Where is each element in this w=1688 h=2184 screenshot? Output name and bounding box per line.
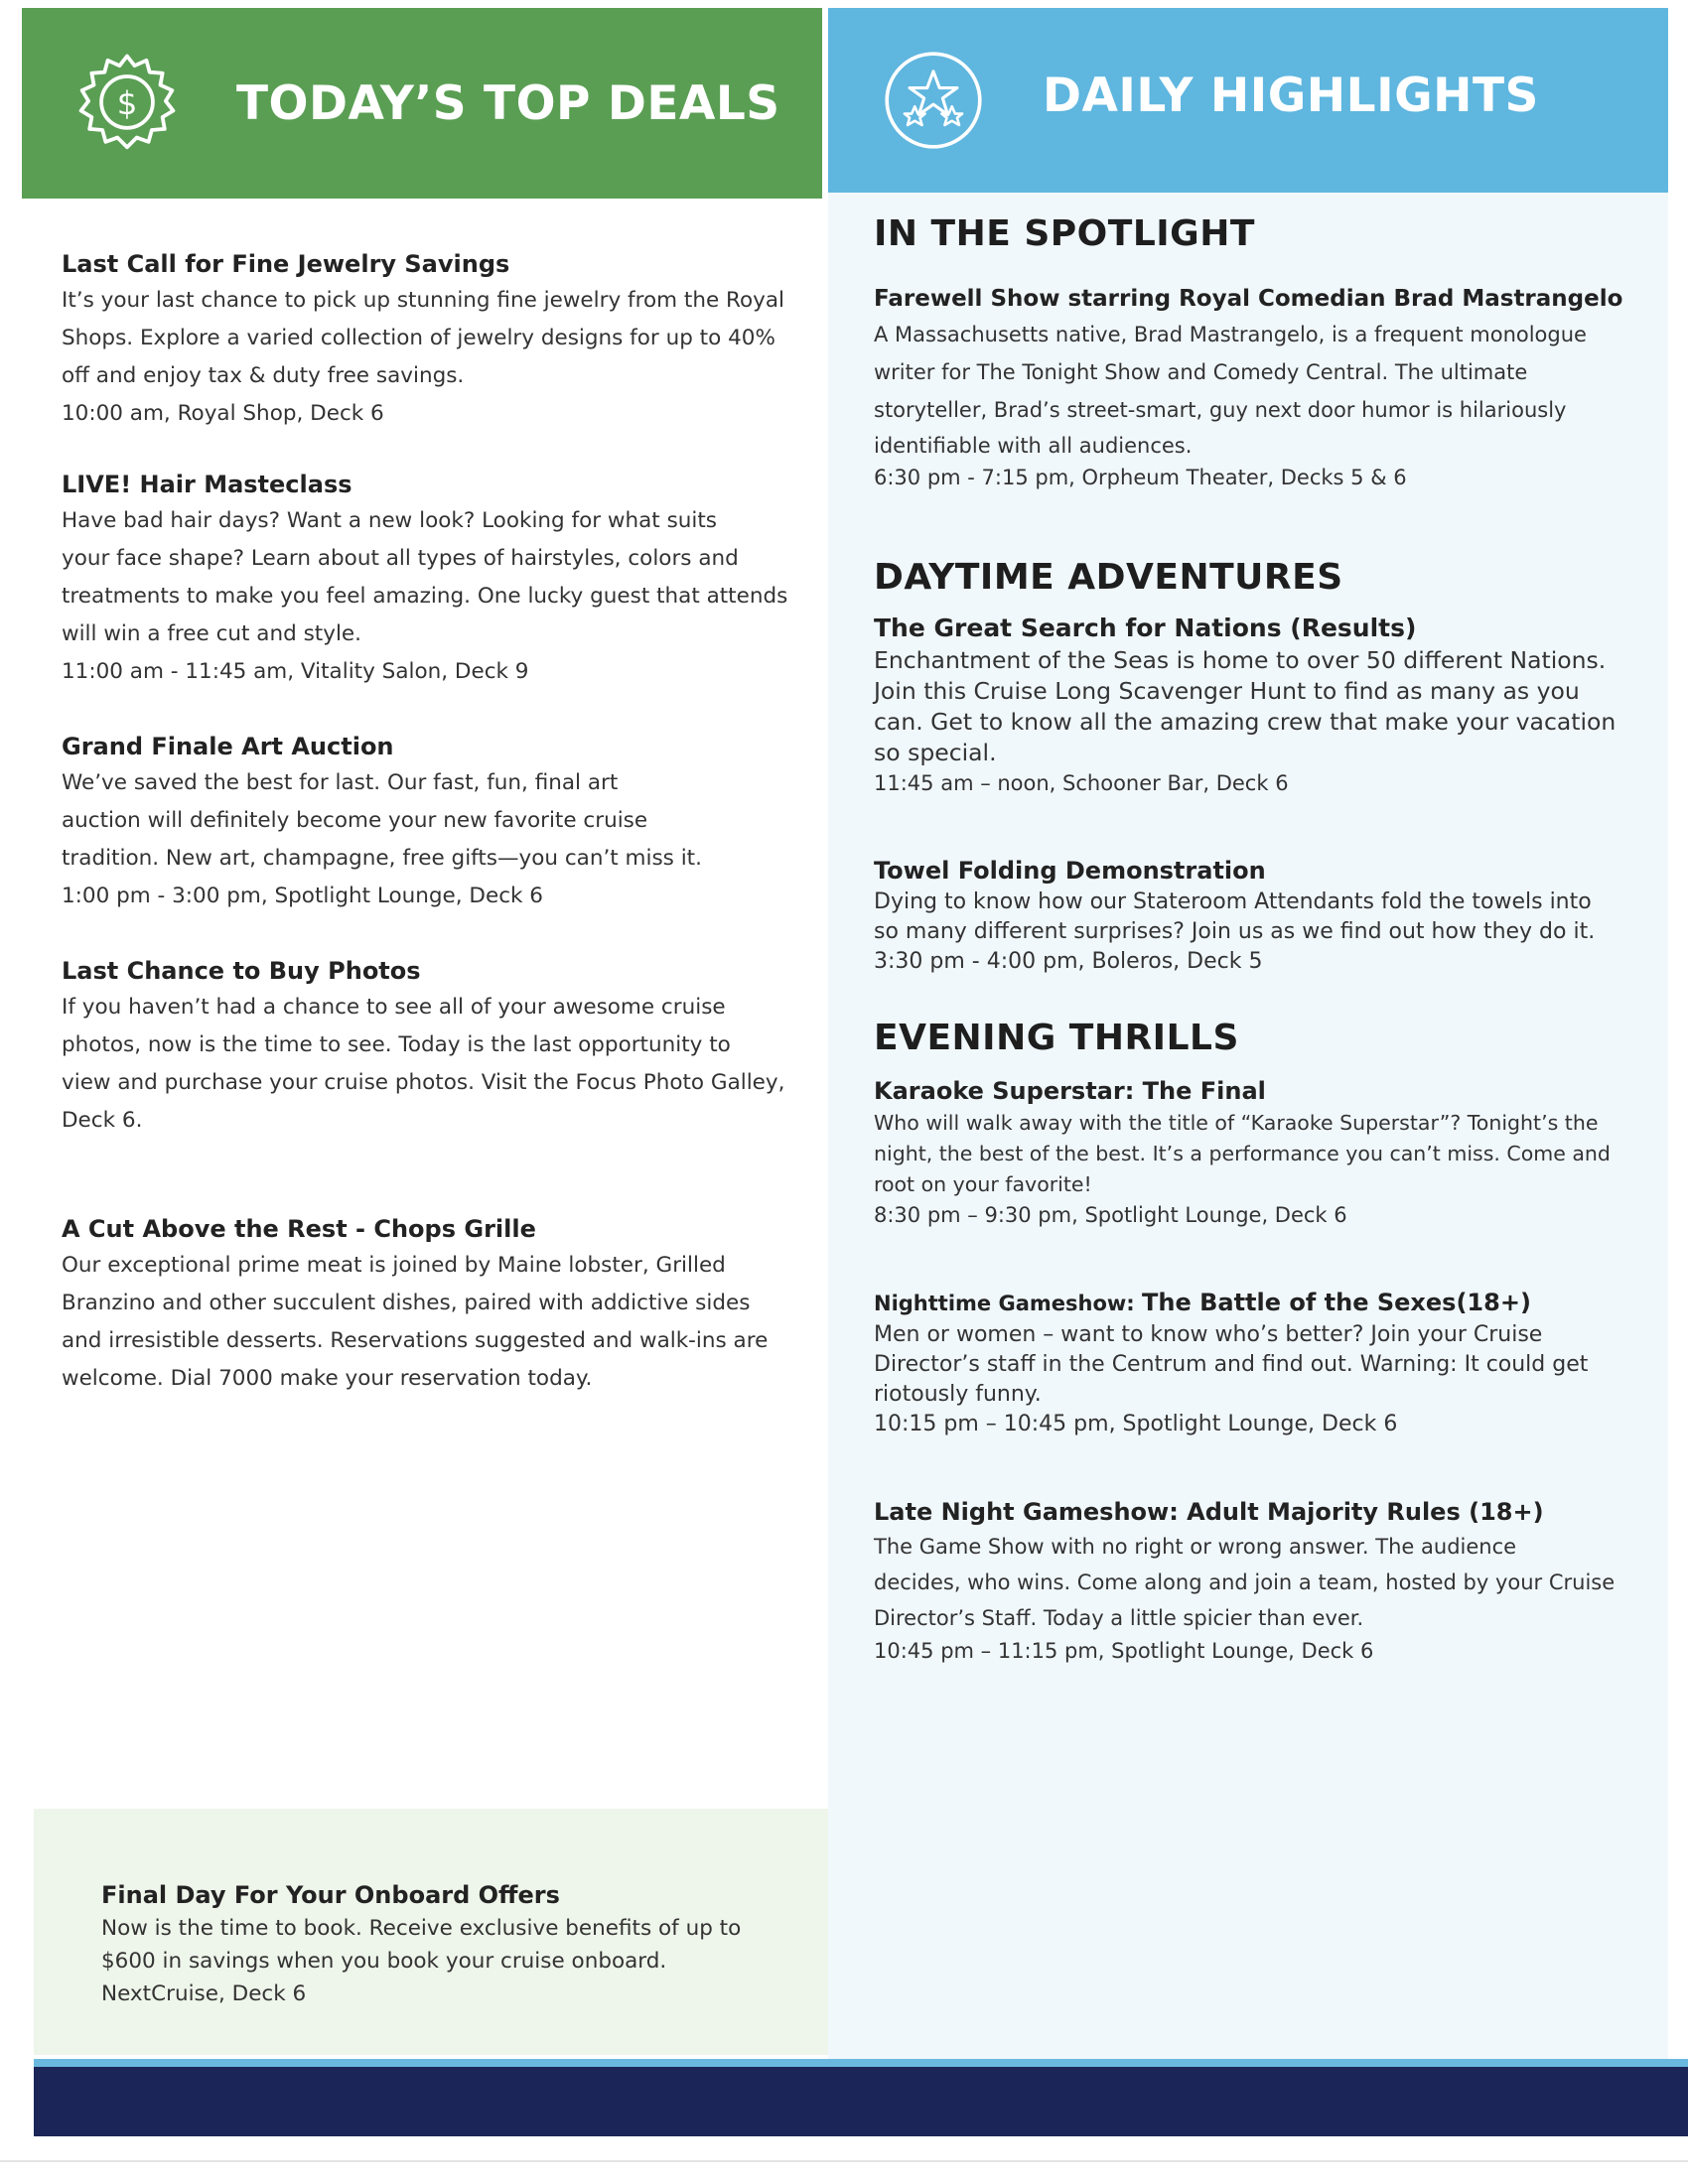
deal-item (62, 246, 816, 433)
deal-description: If you haven’t had a chance to see all of your awesome cruise photos, now is the time to see. Today is the last opportunity to view and purchase your cruise photos. Visit the Focus Photo Galley, Deck 6. (62, 995, 785, 1133)
event-description: Men or women – want to know who’s better? Join your Cruise Director’s staff in the Centrum and find out. Warning: It could get riotously funny. (874, 1322, 1589, 1407)
deals-list (62, 246, 816, 1398)
deal-item (62, 467, 816, 691)
event-item (874, 1074, 1648, 1230)
event-description: A Massachusetts native, Brad Mastrangelo, is a frequent monologue writer for The Tonight Show and Comedy Central. The ultimate storyteller, Brad’s street-smart, guy next door humor is hilariously identifiable with all audiences. (874, 323, 1587, 458)
top-deals-header (22, 8, 822, 199)
offer-description: Now is the time to book. Receive exclusive benefits of up to $600 in savings when you book your cruise onboard. (101, 1916, 742, 1974)
offer-title: Final Day For Your Onboard Offers (101, 1881, 560, 1909)
onboard-offer-box (34, 1809, 828, 2055)
event-title: The Great Search for Nations (Results) (874, 614, 1417, 642)
deal-time: 1:00 pm - 3:00 pm, Spotlight Lounge, Deck 6 (62, 884, 543, 908)
daily-highlights-header (828, 8, 1668, 193)
event-description: Enchantment of the Seas is home to over 50 different Nations. Join this Cruise Long Scavenger Hunt to find as many as you can. Get to know all the amazing crew that make your vacation so special. (874, 646, 1617, 766)
deal-description: It’s your last chance to pick up stunning fine jewelry from the Royal Shops. Explore a varied collection of jewelry designs for up to 40% off and enjoy tax & duty free savings. (62, 288, 785, 388)
event-item (874, 282, 1648, 492)
event-item (874, 854, 1648, 977)
deal-title: Last Chance to Buy Photos (62, 957, 421, 985)
deal-title: Grand Finale Art Auction (62, 733, 394, 760)
section-heading-daytime: DAYTIME ADVENTURES (874, 557, 1343, 598)
event-title: Late Night Gameshow: Adult Majority Rules (18+) (874, 1498, 1544, 1526)
event-item (874, 1286, 1648, 1439)
page-edge-rule (0, 2160, 1688, 2162)
footer-accent-line (34, 2059, 1688, 2067)
dollar-badge-icon (73, 50, 181, 157)
deal-time: 11:00 am - 11:45 am, Vitality Salon, Deck 9 (62, 659, 529, 684)
svg-text:$: $ (116, 83, 138, 122)
event-item (874, 1495, 1648, 1666)
deal-time: 10:00 am, Royal Shop, Deck 6 (62, 401, 384, 426)
stars-circle-icon (882, 49, 985, 152)
event-time: 11:45 am – noon, Schooner Bar, Deck 6 (874, 771, 1289, 795)
deal-item (62, 1211, 816, 1398)
event-time: 6:30 pm - 7:15 pm, Orpheum Theater, Decks 5 & 6 (874, 466, 1407, 489)
event-title-main: The Battle of the Sexes(18+) (1142, 1289, 1531, 1316)
event-description: The Game Show with no right or wrong answer. The audience decides, who wins. Come along and join a team, hosted by your Cruise Director’s Staff. Today a little spicier than ever. (874, 1535, 1616, 1630)
event-description: Who will walk away with the title of “Karaoke Superstar”? Tonight’s the night, the best of the best. It’s a performance you can’t miss. Come and root on your favorite! (874, 1111, 1611, 1196)
deal-description: Our exceptional prime meat is joined by Maine lobster, Grilled Branzino and other succulent dishes, paired with addictive sides and irresistible desserts. Reservations suggested and walk-ins are welcome. Dial 7000 make your reservation today. (62, 1253, 769, 1391)
deal-title: A Cut Above the Rest - Chops Grille (62, 1215, 536, 1243)
section-heading-spotlight: IN THE SPOTLIGHT (874, 213, 1255, 254)
footer-bar (34, 2067, 1688, 2136)
event-description: Dying to know how our Stateroom Attendants fold the towels into so many different surprises? Join us as we find out how they do it. (874, 889, 1596, 944)
event-title: Karaoke Superstar: The Final (874, 1077, 1266, 1105)
deal-description: We’ve saved the best for last. Our fast, fun, final art auction will definitely become your new favorite cruise tradition. New art, champagne, free gifts—you can’t miss it. (62, 770, 702, 871)
deal-item (62, 953, 816, 1140)
top-deals-title: TODAY’S TOP DEALS (236, 75, 780, 131)
event-time: 10:45 pm – 11:15 pm, Spotlight Lounge, Deck 6 (874, 1639, 1374, 1663)
deal-title: Last Call for Fine Jewelry Savings (62, 250, 510, 278)
onboard-offer (101, 1878, 816, 2010)
event-item (874, 612, 1648, 798)
event-time: 10:15 pm – 10:45 pm, Spotlight Lounge, Deck 6 (874, 1412, 1398, 1436)
highlights-list (874, 210, 1648, 1666)
section-heading-evening: EVENING THRILLS (874, 1018, 1239, 1058)
deal-title: LIVE! Hair Masteclass (62, 471, 352, 498)
event-time: 3:30 pm - 4:00 pm, Boleros, Deck 5 (874, 949, 1263, 974)
deal-item (62, 729, 816, 915)
event-time: 8:30 pm – 9:30 pm, Spotlight Lounge, Deck 6 (874, 1203, 1347, 1227)
offer-location: NextCruise, Deck 6 (101, 1981, 307, 2006)
daily-highlights-title: DAILY HIGHLIGHTS (1043, 68, 1539, 123)
event-title (874, 1286, 1648, 1320)
deal-description: Have bad hair days? Want a new look? Looking for what suits your face shape? Learn about all types of hairstyles, colors and treatments to make you feel amazing. One lucky guest that attends will win a free cut and style. (62, 508, 788, 646)
event-title: Towel Folding Demonstration (874, 857, 1266, 885)
event-title: Farewell Show starring Royal Comedian Brad Mastrangelo (874, 286, 1623, 312)
event-title-prefix: Nighttime Gameshow: (874, 1292, 1142, 1315)
